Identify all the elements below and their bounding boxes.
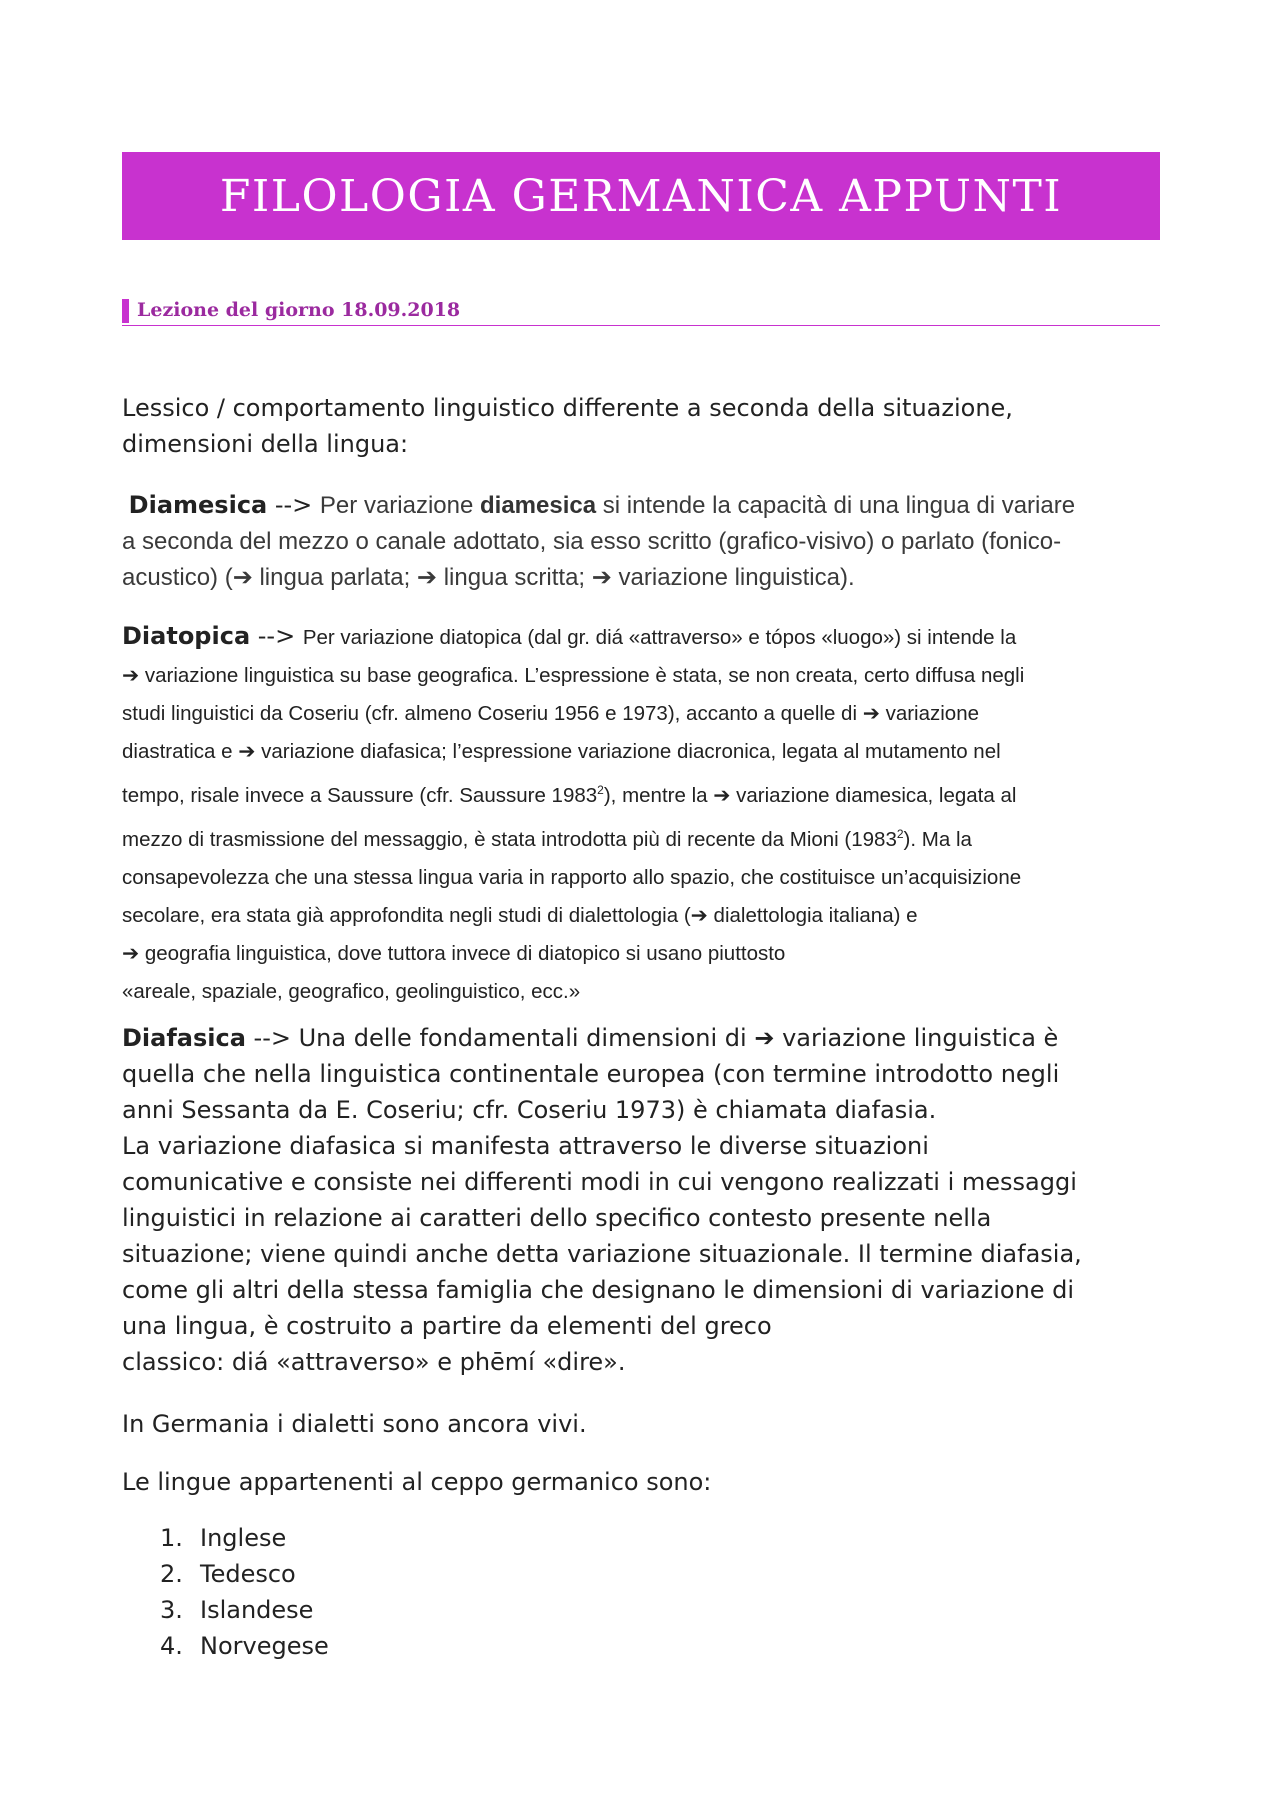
diafasica-line-7: situazione; viene quindi anche detta variazione situazionale. Il termine diafasia,	[122, 1240, 1082, 1268]
title-banner	[122, 152, 1160, 240]
superscript: 2	[597, 783, 604, 797]
list-item-number: 4.	[160, 1632, 183, 1660]
germania-paragraph	[122, 1406, 1167, 1442]
diatopica-line-9: ➔ geografia linguistica, dove tuttora invece di diatopico si usano piuttosto	[122, 941, 786, 965]
diatopica-line-8: secolare, era stata già approfondita negli studi di dialettologia (➔ dialettologia italiana) e	[122, 903, 918, 927]
diafasica-arrow: -->	[245, 1024, 299, 1052]
list-item-number: 3.	[160, 1596, 183, 1624]
diamesica-paragraph	[122, 487, 1167, 596]
lingue-list	[160, 1520, 329, 1664]
diatopica-text-1: Per variazione diatopica (dal gr. diá «attraverso» e tópos «luogo») si intende la	[302, 626, 1017, 649]
list-item-number: 2.	[160, 1560, 183, 1588]
diafasica-line-8: come gli altri della stessa famiglia che designano le dimensioni di variazione di	[122, 1276, 1075, 1304]
diafasica-line-9: una lingua, è costruito a partire da elementi del greco	[122, 1312, 772, 1340]
lesson-heading-bar	[122, 299, 129, 323]
diatopica-line-6b: ). Ma la	[903, 827, 972, 851]
list-item	[160, 1628, 329, 1664]
list-item	[160, 1592, 329, 1628]
diamesica-bold: diamesica	[480, 492, 597, 519]
list-item	[160, 1520, 329, 1556]
diamesica-pre: Per variazione	[319, 492, 480, 519]
germania-text: In Germania i dialetti sono ancora vivi.	[122, 1410, 587, 1438]
diafasica-line-1	[122, 1020, 1167, 1056]
lingue-intro-paragraph	[122, 1464, 1167, 1500]
list-item-label: Tedesco	[200, 1560, 296, 1588]
diatopica-paragraph	[122, 617, 1167, 1011]
intro-paragraph	[122, 390, 1167, 462]
diatopica-arrow: -->	[250, 622, 303, 650]
lesson-heading	[122, 297, 1160, 326]
diafasica-term: Diafasica	[122, 1024, 246, 1052]
page-title: FILOLOGIA GERMANICA APPUNTI	[219, 170, 1063, 222]
diatopica-line-6	[122, 815, 1167, 859]
list-item-label: Norvegese	[200, 1632, 329, 1660]
diatopica-line-5a: tempo, risale invece a Saussure (cfr. Saussure 1983	[122, 783, 598, 807]
diatopica-line-3: studi linguistici da Coseriu (cfr. almeno Coseriu 1956 e 1973), accanto a quelle di ➔ variazione	[122, 702, 980, 725]
diatopica-line-1	[122, 617, 1167, 657]
diatopica-line-5	[122, 771, 1167, 815]
diamesica-line-2: a seconda del mezzo o canale adottato, sia esso scritto (grafico-visivo) o parlato (fonico-	[122, 528, 1062, 555]
diafasica-text-1: Una delle fondamentali dimensioni di ➔ variazione linguistica è	[298, 1024, 1059, 1052]
list-item-label: Inglese	[200, 1524, 287, 1552]
diatopica-line-6a: mezzo di trasmissione del messaggio, è stata introdotta più di recente da Mioni (1983	[122, 827, 897, 851]
diafasica-line-4: La variazione diafasica si manifesta attraverso le diverse situazioni	[122, 1132, 929, 1160]
lesson-heading-label: Lezione del giorno 18.09.2018	[137, 299, 461, 321]
list-item-number: 1.	[160, 1524, 183, 1552]
intro-line-1: Lessico / comportamento linguistico differente a seconda della situazione,	[122, 394, 1013, 422]
diafasica-line-5: comunicative e consiste nei differenti modi in cui vengono realizzati i messaggi	[122, 1168, 1077, 1196]
diatopica-line-5b: ), mentre la ➔ variazione diamesica, legata al	[603, 783, 1017, 807]
diatopica-line-4: diastratica e ➔ variazione diafasica; l’espressione variazione diacronica, legata al mutamento nel	[122, 740, 1001, 763]
diamesica-line-3: acustico) (➔ lingua parlata; ➔ lingua scritta; ➔ variazione linguistica).	[122, 564, 855, 591]
diafasica-line-6: linguistici in relazione ai caratteri dello specifico contesto presente nella	[122, 1204, 992, 1232]
diamesica-line-1	[122, 487, 1167, 524]
diatopica-line-7: consapevolezza che una stessa lingua varia in rapporto allo spazio, che costituisce un’acquisizione	[122, 865, 1022, 889]
intro-line-2: dimensioni della lingua:	[122, 430, 409, 458]
diamesica-arrow: -->	[267, 491, 320, 519]
diafasica-paragraph	[122, 1020, 1167, 1380]
list-item	[160, 1556, 329, 1592]
diatopica-term: Diatopica	[122, 622, 251, 650]
diamesica-term: Diamesica	[128, 491, 268, 519]
diafasica-line-3: anni Sessanta da E. Coseriu; cfr. Coseriu 1973) è chiamata diafasia.	[122, 1096, 937, 1124]
diamesica-rest: si intende la capacità di una lingua di variare	[596, 492, 1076, 519]
diafasica-line-10: classico: diá «attraverso» e phēmí «dire».	[122, 1348, 626, 1376]
list-item-label: Islandese	[200, 1596, 314, 1624]
superscript: 2	[896, 826, 904, 841]
diatopica-line-2: ➔ variazione linguistica su base geografica. L’espressione è stata, se non creata, certo diffusa negli	[122, 664, 1025, 687]
diatopica-line-10: «areale, spaziale, geografico, geolinguistico, ecc.»	[122, 979, 581, 1003]
diafasica-line-2: quella che nella linguistica continentale europea (con termine introdotto negli	[122, 1060, 1060, 1088]
lingue-intro: Le lingue appartenenti al ceppo germanico sono:	[122, 1468, 712, 1496]
